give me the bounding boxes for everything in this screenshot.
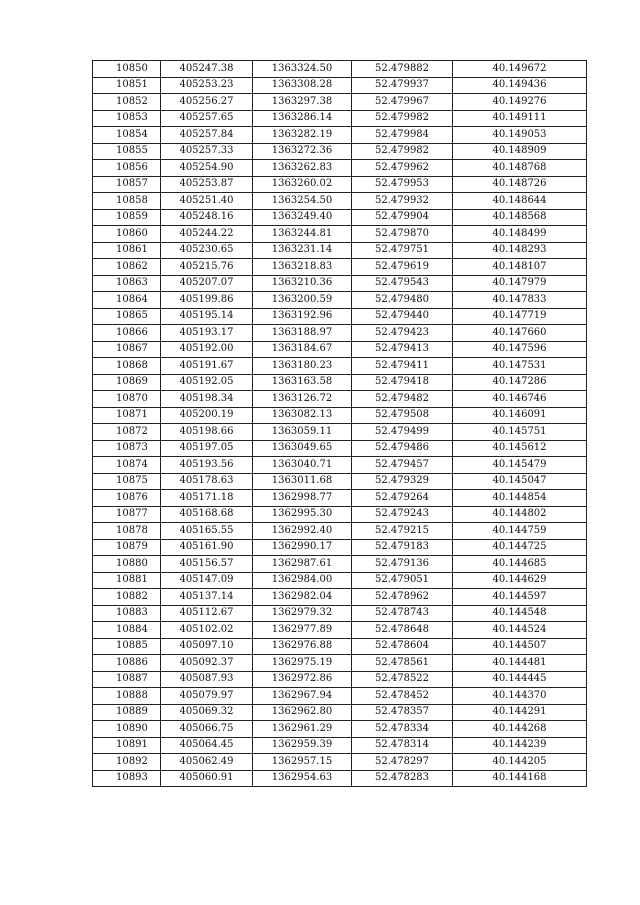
latitude-cell: 52.479543	[352, 275, 453, 292]
easting-cell: 405197.05	[161, 440, 253, 457]
easting-cell: 405251.40	[161, 193, 253, 210]
longitude-cell: 40.144507	[453, 638, 587, 655]
latitude-cell: 52.479953	[352, 176, 453, 193]
easting-cell: 405256.27	[161, 94, 253, 111]
longitude-cell: 40.145612	[453, 440, 587, 457]
northing-cell: 1362998.77	[253, 490, 352, 507]
latitude-cell: 52.479882	[352, 61, 453, 78]
longitude-cell: 40.147979	[453, 275, 587, 292]
longitude-cell: 40.144597	[453, 589, 587, 606]
latitude-cell: 52.478334	[352, 721, 453, 738]
table-row	[93, 622, 587, 639]
easting-cell: 405168.68	[161, 506, 253, 523]
point-id-cell: 10852	[93, 94, 161, 111]
longitude-cell: 40.148568	[453, 209, 587, 226]
point-id-cell: 10883	[93, 605, 161, 622]
latitude-cell: 52.479411	[352, 358, 453, 375]
longitude-cell: 40.144759	[453, 523, 587, 540]
point-id-cell: 10855	[93, 143, 161, 160]
latitude-cell: 52.479264	[352, 490, 453, 507]
latitude-cell: 52.479486	[352, 440, 453, 457]
easting-cell: 405244.22	[161, 226, 253, 243]
easting-cell: 405066.75	[161, 721, 253, 738]
easting-cell: 405199.86	[161, 292, 253, 309]
latitude-cell: 52.479418	[352, 374, 453, 391]
point-id-cell: 10891	[93, 737, 161, 754]
easting-cell: 405198.34	[161, 391, 253, 408]
point-id-cell: 10860	[93, 226, 161, 243]
table-row	[93, 457, 587, 474]
easting-cell: 405097.10	[161, 638, 253, 655]
point-id-cell: 10888	[93, 688, 161, 705]
easting-cell: 405137.14	[161, 589, 253, 606]
easting-cell: 405253.87	[161, 176, 253, 193]
longitude-cell: 40.148768	[453, 160, 587, 177]
table-body	[93, 61, 587, 787]
longitude-cell: 40.144445	[453, 671, 587, 688]
northing-cell: 1362959.39	[253, 737, 352, 754]
point-id-cell: 10881	[93, 572, 161, 589]
northing-cell: 1362982.04	[253, 589, 352, 606]
northing-cell: 1362972.86	[253, 671, 352, 688]
northing-cell: 1362979.32	[253, 605, 352, 622]
latitude-cell: 52.479967	[352, 94, 453, 111]
northing-cell: 1363286.14	[253, 110, 352, 127]
table-row	[93, 325, 587, 342]
easting-cell: 405253.23	[161, 77, 253, 94]
latitude-cell: 52.478604	[352, 638, 453, 655]
latitude-cell: 52.479982	[352, 143, 453, 160]
longitude-cell: 40.147596	[453, 341, 587, 358]
latitude-cell: 52.478452	[352, 688, 453, 705]
table-row	[93, 721, 587, 738]
longitude-cell: 40.148726	[453, 176, 587, 193]
easting-cell: 405087.93	[161, 671, 253, 688]
table-row	[93, 193, 587, 210]
point-id-cell: 10853	[93, 110, 161, 127]
latitude-cell: 52.479051	[352, 572, 453, 589]
northing-cell: 1362962.80	[253, 704, 352, 721]
northing-cell: 1363308.28	[253, 77, 352, 94]
table-row	[93, 176, 587, 193]
longitude-cell: 40.148499	[453, 226, 587, 243]
table-row	[93, 704, 587, 721]
latitude-cell: 52.479329	[352, 473, 453, 490]
table-row	[93, 292, 587, 309]
longitude-cell: 40.149111	[453, 110, 587, 127]
easting-cell: 405064.45	[161, 737, 253, 754]
table-row	[93, 770, 587, 787]
table-row	[93, 473, 587, 490]
point-id-cell: 10873	[93, 440, 161, 457]
longitude-cell: 40.146746	[453, 391, 587, 408]
easting-cell: 405195.14	[161, 308, 253, 325]
northing-cell: 1363297.38	[253, 94, 352, 111]
longitude-cell: 40.145751	[453, 424, 587, 441]
easting-cell: 405161.90	[161, 539, 253, 556]
point-id-cell: 10869	[93, 374, 161, 391]
latitude-cell: 52.479870	[352, 226, 453, 243]
easting-cell: 405248.16	[161, 209, 253, 226]
point-id-cell: 10879	[93, 539, 161, 556]
northing-cell: 1363040.71	[253, 457, 352, 474]
table-row	[93, 143, 587, 160]
point-id-cell: 10874	[93, 457, 161, 474]
easting-cell: 405060.91	[161, 770, 253, 787]
latitude-cell: 52.479136	[352, 556, 453, 573]
northing-cell: 1363210.36	[253, 275, 352, 292]
northing-cell: 1363260.02	[253, 176, 352, 193]
longitude-cell: 40.144370	[453, 688, 587, 705]
point-id-cell: 10882	[93, 589, 161, 606]
latitude-cell: 52.479215	[352, 523, 453, 540]
longitude-cell: 40.145047	[453, 473, 587, 490]
northing-cell: 1362992.40	[253, 523, 352, 540]
table-row	[93, 308, 587, 325]
point-id-cell: 10871	[93, 407, 161, 424]
latitude-cell: 52.479904	[352, 209, 453, 226]
easting-cell: 405178.63	[161, 473, 253, 490]
table-row	[93, 671, 587, 688]
easting-cell: 405112.67	[161, 605, 253, 622]
longitude-cell: 40.149672	[453, 61, 587, 78]
table-row	[93, 127, 587, 144]
table-row	[93, 737, 587, 754]
easting-cell: 405247.38	[161, 61, 253, 78]
longitude-cell: 40.145479	[453, 457, 587, 474]
longitude-cell: 40.144629	[453, 572, 587, 589]
longitude-cell: 40.149436	[453, 77, 587, 94]
northing-cell: 1362977.89	[253, 622, 352, 639]
point-id-cell: 10858	[93, 193, 161, 210]
northing-cell: 1363188.97	[253, 325, 352, 342]
table-row	[93, 275, 587, 292]
table-row	[93, 523, 587, 540]
latitude-cell: 52.478648	[352, 622, 453, 639]
longitude-cell: 40.147531	[453, 358, 587, 375]
table-row	[93, 226, 587, 243]
longitude-cell: 40.144205	[453, 754, 587, 771]
table-row	[93, 358, 587, 375]
table-row	[93, 638, 587, 655]
point-id-cell: 10868	[93, 358, 161, 375]
point-id-cell: 10889	[93, 704, 161, 721]
latitude-cell: 52.479440	[352, 308, 453, 325]
easting-cell: 405207.07	[161, 275, 253, 292]
latitude-cell: 52.478314	[352, 737, 453, 754]
northing-cell: 1362957.15	[253, 754, 352, 771]
longitude-cell: 40.147719	[453, 308, 587, 325]
longitude-cell: 40.148293	[453, 242, 587, 259]
easting-cell: 405102.02	[161, 622, 253, 639]
northing-cell: 1362984.00	[253, 572, 352, 589]
point-id-cell: 10877	[93, 506, 161, 523]
point-id-cell: 10884	[93, 622, 161, 639]
point-id-cell: 10862	[93, 259, 161, 276]
northing-cell: 1363184.67	[253, 341, 352, 358]
table-row	[93, 110, 587, 127]
easting-cell: 405257.84	[161, 127, 253, 144]
table-row	[93, 655, 587, 672]
easting-cell: 405156.57	[161, 556, 253, 573]
longitude-cell: 40.147660	[453, 325, 587, 342]
northing-cell: 1362990.17	[253, 539, 352, 556]
latitude-cell: 52.479413	[352, 341, 453, 358]
table-row	[93, 556, 587, 573]
northing-cell: 1363254.50	[253, 193, 352, 210]
easting-cell: 405147.09	[161, 572, 253, 589]
longitude-cell: 40.144725	[453, 539, 587, 556]
table-row	[93, 242, 587, 259]
latitude-cell: 52.479982	[352, 110, 453, 127]
point-id-cell: 10887	[93, 671, 161, 688]
longitude-cell: 40.144291	[453, 704, 587, 721]
northing-cell: 1362975.19	[253, 655, 352, 672]
table-row	[93, 424, 587, 441]
latitude-cell: 52.479499	[352, 424, 453, 441]
easting-cell: 405192.00	[161, 341, 253, 358]
easting-cell: 405171.18	[161, 490, 253, 507]
northing-cell: 1363218.83	[253, 259, 352, 276]
longitude-cell: 40.149276	[453, 94, 587, 111]
point-id-cell: 10886	[93, 655, 161, 672]
northing-cell: 1362976.88	[253, 638, 352, 655]
northing-cell: 1363059.11	[253, 424, 352, 441]
table-row	[93, 61, 587, 78]
point-id-cell: 10863	[93, 275, 161, 292]
longitude-cell: 40.144854	[453, 490, 587, 507]
easting-cell: 405079.97	[161, 688, 253, 705]
northing-cell: 1362967.94	[253, 688, 352, 705]
table-row	[93, 506, 587, 523]
table-row	[93, 407, 587, 424]
longitude-cell: 40.144548	[453, 605, 587, 622]
point-id-cell: 10854	[93, 127, 161, 144]
latitude-cell: 52.479751	[352, 242, 453, 259]
easting-cell: 405193.56	[161, 457, 253, 474]
table-row	[93, 374, 587, 391]
table-row	[93, 589, 587, 606]
easting-cell: 405192.05	[161, 374, 253, 391]
longitude-cell: 40.144481	[453, 655, 587, 672]
latitude-cell: 52.478561	[352, 655, 453, 672]
point-id-cell: 10885	[93, 638, 161, 655]
northing-cell: 1363244.81	[253, 226, 352, 243]
easting-cell: 405069.32	[161, 704, 253, 721]
table-row	[93, 688, 587, 705]
table-row	[93, 572, 587, 589]
northing-cell: 1363192.96	[253, 308, 352, 325]
northing-cell: 1363126.72	[253, 391, 352, 408]
table-row	[93, 209, 587, 226]
longitude-cell: 40.148909	[453, 143, 587, 160]
latitude-cell: 52.479932	[352, 193, 453, 210]
easting-cell: 405092.37	[161, 655, 253, 672]
northing-cell: 1363180.23	[253, 358, 352, 375]
point-id-cell: 10875	[93, 473, 161, 490]
latitude-cell: 52.478522	[352, 671, 453, 688]
northing-cell: 1362954.63	[253, 770, 352, 787]
northing-cell: 1363200.59	[253, 292, 352, 309]
point-id-cell: 10856	[93, 160, 161, 177]
longitude-cell: 40.148107	[453, 259, 587, 276]
easting-cell: 405165.55	[161, 523, 253, 540]
latitude-cell: 52.479183	[352, 539, 453, 556]
northing-cell: 1363249.40	[253, 209, 352, 226]
easting-cell: 405200.19	[161, 407, 253, 424]
table-row	[93, 94, 587, 111]
northing-cell: 1363231.14	[253, 242, 352, 259]
latitude-cell: 52.479962	[352, 160, 453, 177]
northing-cell: 1362995.30	[253, 506, 352, 523]
northing-cell: 1363011.68	[253, 473, 352, 490]
point-id-cell: 10850	[93, 61, 161, 78]
latitude-cell: 52.478962	[352, 589, 453, 606]
northing-cell: 1363282.19	[253, 127, 352, 144]
point-id-cell: 10866	[93, 325, 161, 342]
latitude-cell: 52.479423	[352, 325, 453, 342]
latitude-cell: 52.479937	[352, 77, 453, 94]
easting-cell: 405254.90	[161, 160, 253, 177]
point-id-cell: 10892	[93, 754, 161, 771]
longitude-cell: 40.144239	[453, 737, 587, 754]
point-id-cell: 10876	[93, 490, 161, 507]
point-id-cell: 10893	[93, 770, 161, 787]
table-row	[93, 490, 587, 507]
point-id-cell: 10880	[93, 556, 161, 573]
longitude-cell: 40.144802	[453, 506, 587, 523]
northing-cell: 1362961.29	[253, 721, 352, 738]
table-row	[93, 259, 587, 276]
easting-cell: 405257.65	[161, 110, 253, 127]
point-id-cell: 10859	[93, 209, 161, 226]
northing-cell: 1363049.65	[253, 440, 352, 457]
coordinates-table	[92, 60, 587, 787]
easting-cell: 405257.33	[161, 143, 253, 160]
longitude-cell: 40.149053	[453, 127, 587, 144]
point-id-cell: 10890	[93, 721, 161, 738]
northing-cell: 1363163.58	[253, 374, 352, 391]
table-row	[93, 391, 587, 408]
northing-cell: 1363324.50	[253, 61, 352, 78]
longitude-cell: 40.147833	[453, 292, 587, 309]
northing-cell: 1363272.36	[253, 143, 352, 160]
point-id-cell: 10857	[93, 176, 161, 193]
longitude-cell: 40.144685	[453, 556, 587, 573]
longitude-cell: 40.144168	[453, 770, 587, 787]
longitude-cell: 40.148644	[453, 193, 587, 210]
latitude-cell: 52.479619	[352, 259, 453, 276]
point-id-cell: 10864	[93, 292, 161, 309]
table-row	[93, 77, 587, 94]
latitude-cell: 52.479457	[352, 457, 453, 474]
point-id-cell: 10851	[93, 77, 161, 94]
point-id-cell: 10870	[93, 391, 161, 408]
point-id-cell: 10872	[93, 424, 161, 441]
latitude-cell: 52.478357	[352, 704, 453, 721]
easting-cell: 405062.49	[161, 754, 253, 771]
longitude-cell: 40.146091	[453, 407, 587, 424]
easting-cell: 405198.66	[161, 424, 253, 441]
easting-cell: 405193.17	[161, 325, 253, 342]
table-row	[93, 341, 587, 358]
easting-cell: 405215.76	[161, 259, 253, 276]
northing-cell: 1363082.13	[253, 407, 352, 424]
northing-cell: 1362987.61	[253, 556, 352, 573]
table-row	[93, 440, 587, 457]
northing-cell: 1363262.83	[253, 160, 352, 177]
latitude-cell: 52.479482	[352, 391, 453, 408]
longitude-cell: 40.144524	[453, 622, 587, 639]
latitude-cell: 52.478297	[352, 754, 453, 771]
point-id-cell: 10867	[93, 341, 161, 358]
table-row	[93, 539, 587, 556]
point-id-cell: 10861	[93, 242, 161, 259]
latitude-cell: 52.478283	[352, 770, 453, 787]
latitude-cell: 52.479480	[352, 292, 453, 309]
longitude-cell: 40.147286	[453, 374, 587, 391]
easting-cell: 405230.65	[161, 242, 253, 259]
latitude-cell: 52.479243	[352, 506, 453, 523]
latitude-cell: 52.479984	[352, 127, 453, 144]
table-row	[93, 160, 587, 177]
table-row	[93, 605, 587, 622]
table-row	[93, 754, 587, 771]
easting-cell: 405191.67	[161, 358, 253, 375]
latitude-cell: 52.479508	[352, 407, 453, 424]
longitude-cell: 40.144268	[453, 721, 587, 738]
latitude-cell: 52.478743	[352, 605, 453, 622]
point-id-cell: 10878	[93, 523, 161, 540]
point-id-cell: 10865	[93, 308, 161, 325]
